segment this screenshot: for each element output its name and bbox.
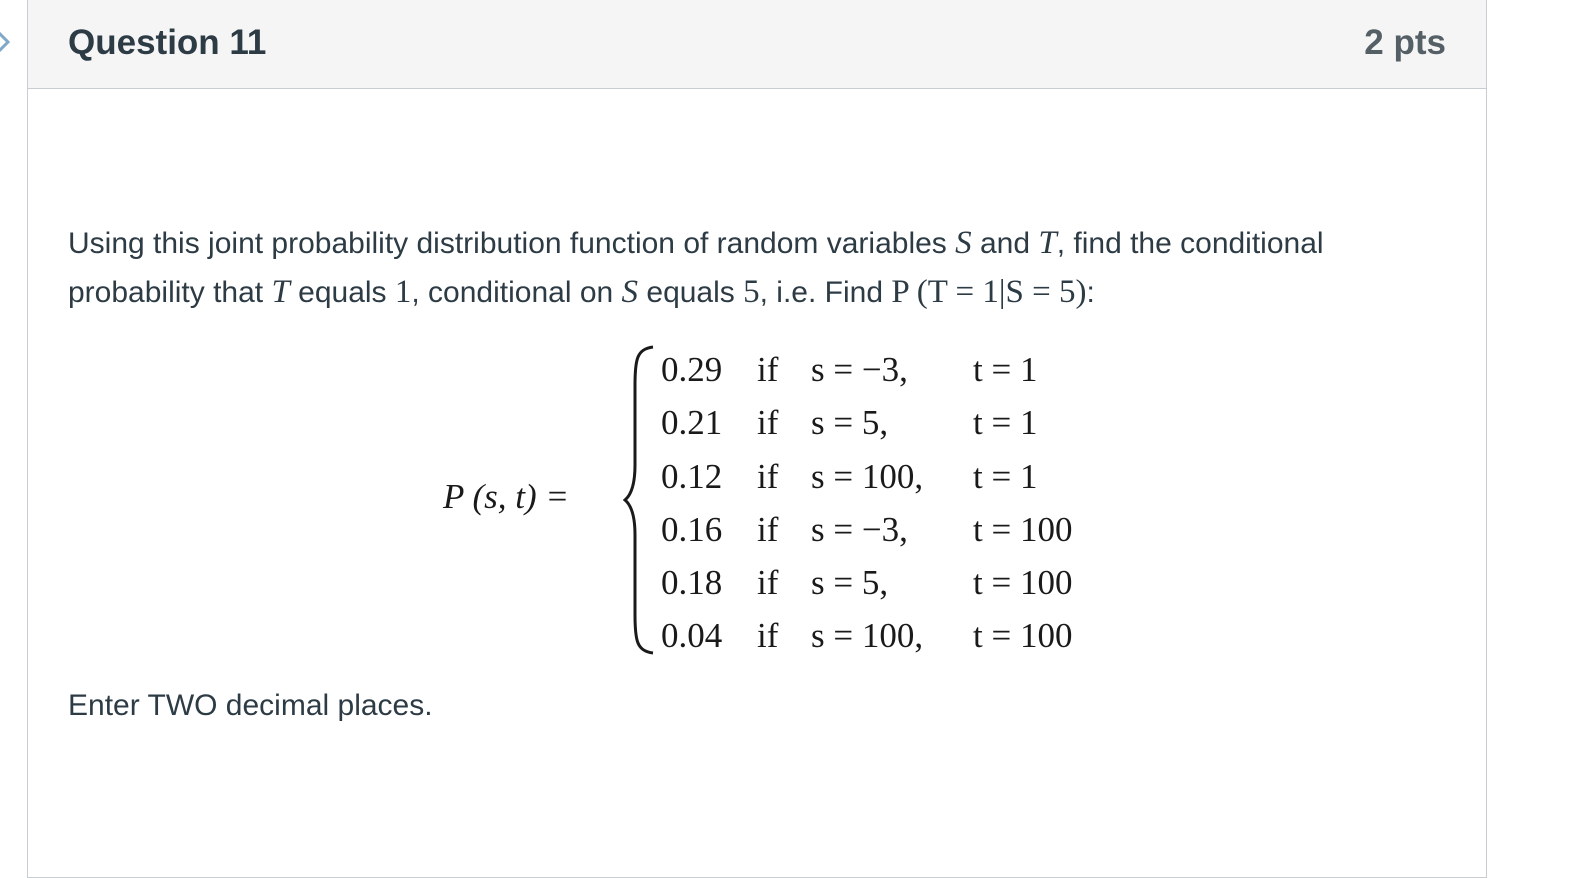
- case-row: [661, 556, 1072, 609]
- math-var-s: S: [955, 225, 972, 261]
- case-t-condition: t = 1: [973, 403, 1038, 443]
- case-if: if: [757, 403, 779, 443]
- prompt-text: equals: [638, 276, 744, 309]
- case-s-condition: s = 100,: [811, 456, 924, 496]
- case-row: [661, 450, 1072, 503]
- case-probability: 0.04: [661, 616, 723, 656]
- case-probability: 0.12: [661, 456, 723, 496]
- math-number: 1: [394, 274, 412, 310]
- case-s-condition: s = −3,: [811, 350, 908, 389]
- case-row: [661, 503, 1072, 556]
- prompt-text: , i.e. Find: [759, 276, 892, 309]
- prompt-text: :: [1086, 276, 1095, 309]
- prompt-text: and: [971, 227, 1039, 260]
- case-s-condition: s = 5,: [811, 403, 889, 443]
- joint-distribution-formula: [443, 339, 1143, 659]
- formula-lhs-text: P (s, t) =: [443, 477, 570, 516]
- chevron-right-icon[interactable]: [0, 26, 12, 58]
- case-t-condition: t = 100: [973, 616, 1073, 656]
- case-if: if: [757, 616, 779, 656]
- prompt-text: Using this joint probability distribution function of random variables: [68, 227, 956, 260]
- left-brace-icon: [623, 345, 657, 655]
- case-if: if: [757, 456, 779, 496]
- case-s-condition: s = −3,: [811, 509, 908, 549]
- math-var-t: T: [1038, 225, 1057, 261]
- question-title: Question 11: [68, 23, 267, 62]
- prompt-text: , find the conditional probability that: [68, 227, 1324, 309]
- math-var-s: S: [621, 274, 639, 310]
- case-if: if: [757, 563, 779, 603]
- case-probability: 0.16: [661, 509, 723, 549]
- math-expression: P (T = 1|S = 5): [891, 274, 1087, 310]
- case-probability: 0.29: [661, 350, 723, 389]
- case-t-condition: t = 1: [973, 350, 1038, 389]
- cases-table: [661, 343, 1072, 663]
- case-if: if: [757, 350, 779, 389]
- case-row: [661, 609, 1072, 662]
- case-probability: 0.21: [661, 403, 723, 443]
- case-probability: 0.18: [661, 563, 723, 603]
- case-row: [661, 396, 1072, 449]
- case-s-condition: s = 100,: [811, 616, 924, 656]
- question-card: [27, 0, 1487, 878]
- prompt-text: equals: [289, 276, 395, 309]
- prompt-text: , conditional on: [411, 276, 622, 309]
- question-header: [28, 0, 1486, 89]
- case-t-condition: t = 1: [973, 456, 1038, 496]
- case-s-condition: s = 5,: [811, 563, 889, 603]
- math-number: 5: [743, 274, 760, 310]
- answer-instruction: Enter TWO decimal places.: [68, 689, 433, 722]
- case-t-condition: t = 100: [973, 509, 1073, 549]
- question-points: 2 pts: [1364, 23, 1446, 62]
- math-var-t: T: [271, 274, 290, 310]
- formula-lhs: [443, 477, 569, 517]
- case-t-condition: t = 100: [973, 563, 1073, 603]
- case-row: [661, 343, 1072, 396]
- case-if: if: [757, 509, 779, 549]
- question-prompt: [68, 219, 1458, 317]
